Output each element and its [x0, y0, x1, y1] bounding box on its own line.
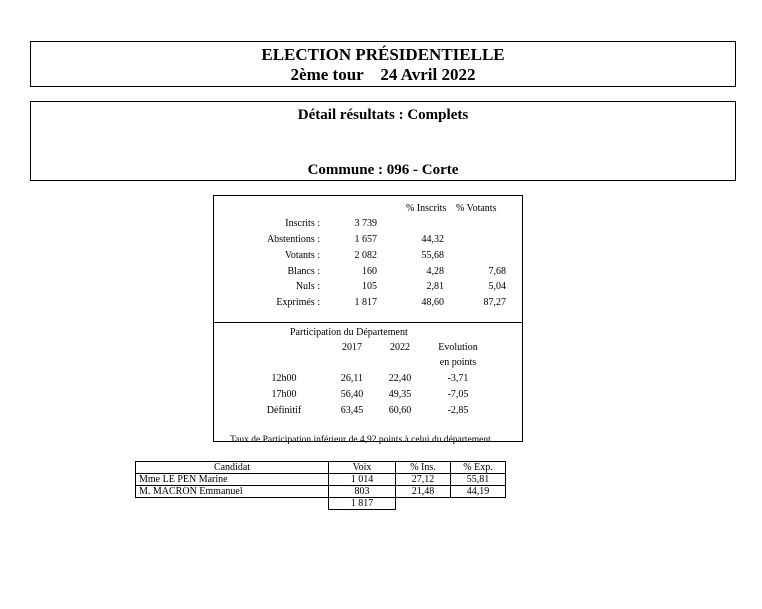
stat-value: 1 817	[354, 297, 377, 308]
participation-label: Définitif	[266, 405, 302, 416]
participation-2017: 56,40	[340, 389, 364, 400]
candidate-voix: 803	[329, 486, 396, 498]
table-header-row	[136, 462, 506, 474]
commune-title: Commune : 096 - Corte	[307, 162, 459, 178]
stat-label: Nuls :	[295, 281, 320, 292]
col-header-inscrits: % Inscrits	[406, 203, 447, 214]
table-row	[136, 486, 506, 498]
stat-pct-votants: 87,27	[483, 297, 506, 308]
candidate-voix: 1 014	[329, 474, 396, 486]
participation-2022: 22,40	[388, 373, 412, 384]
stat-pct-inscrits: 44,32	[421, 234, 444, 245]
col-header-2017: 2017	[342, 342, 362, 353]
participation-label: 12h00	[271, 373, 297, 384]
candidate-pct-ins: 27,12	[396, 474, 451, 486]
stat-value: 1 657	[354, 234, 377, 245]
section-divider	[214, 322, 522, 323]
stat-pct-inscrits: 48,60	[421, 297, 444, 308]
candidate-name: M. MACRON Emmanuel	[136, 486, 329, 498]
election-subtitle: 2ème tour 24 Avril 2022	[290, 65, 476, 84]
participation-evolution: -2,85	[447, 405, 469, 416]
participation-evolution: -3,71	[447, 373, 469, 384]
participation-note: Taux de Participation inférieur de 4,92 points à celui du département	[230, 435, 491, 445]
candidates-table	[135, 461, 506, 510]
col-header-evolution: Evolution	[438, 342, 478, 353]
candidate-pct-exp: 44,19	[451, 486, 506, 498]
candidate-pct-ins: 21,48	[396, 486, 451, 498]
stat-pct-votants: 5,04	[488, 281, 506, 292]
header-candidat: Candidat	[136, 462, 329, 474]
stat-value: 3 739	[354, 218, 377, 229]
header-pct-exp: % Exp.	[451, 462, 506, 474]
participation-title: Participation du Département	[290, 327, 408, 338]
participation-evolution: -7,05	[447, 389, 469, 400]
stat-pct-inscrits: 4,28	[426, 266, 444, 277]
participation-2017: 63,45	[340, 405, 364, 416]
stat-pct-inscrits: 55,68	[421, 250, 444, 261]
stat-label: Inscrits :	[285, 218, 320, 229]
stat-value: 160	[362, 266, 377, 277]
participation-label: 17h00	[271, 389, 297, 400]
stat-value: 105	[362, 281, 377, 292]
header-pct-ins: % Ins.	[396, 462, 451, 474]
stat-label: Exprimés :	[276, 297, 320, 308]
stat-value: 2 082	[354, 250, 377, 261]
col-header-2022: 2022	[390, 342, 410, 353]
election-title-box	[30, 41, 736, 87]
stat-label: Blancs :	[287, 266, 320, 277]
header-voix: Voix	[329, 462, 396, 474]
table-row	[136, 474, 506, 486]
stat-label: Votants :	[284, 250, 320, 261]
total-voix: 1 817	[329, 498, 396, 510]
participation-2022: 60,60	[388, 405, 412, 416]
col-header-votants: % Votants	[456, 203, 497, 214]
stat-label: Abstentions :	[266, 234, 320, 245]
detail-title: Détail résultats : Complets	[297, 107, 469, 123]
stat-pct-votants: 7,68	[488, 266, 506, 277]
detail-box	[30, 101, 736, 181]
stat-pct-inscrits: 2,81	[426, 281, 444, 292]
participation-2022: 49,35	[388, 389, 412, 400]
table-total-row	[136, 498, 506, 510]
election-title: ELECTION PRÉSIDENTIELLE	[261, 45, 505, 64]
col-header-evolution-unit: en points	[439, 357, 477, 368]
stats-box	[213, 195, 523, 442]
candidate-name: Mme LE PEN Marine	[136, 474, 329, 486]
candidate-pct-exp: 55,81	[451, 474, 506, 486]
participation-2017: 26,11	[340, 373, 364, 384]
